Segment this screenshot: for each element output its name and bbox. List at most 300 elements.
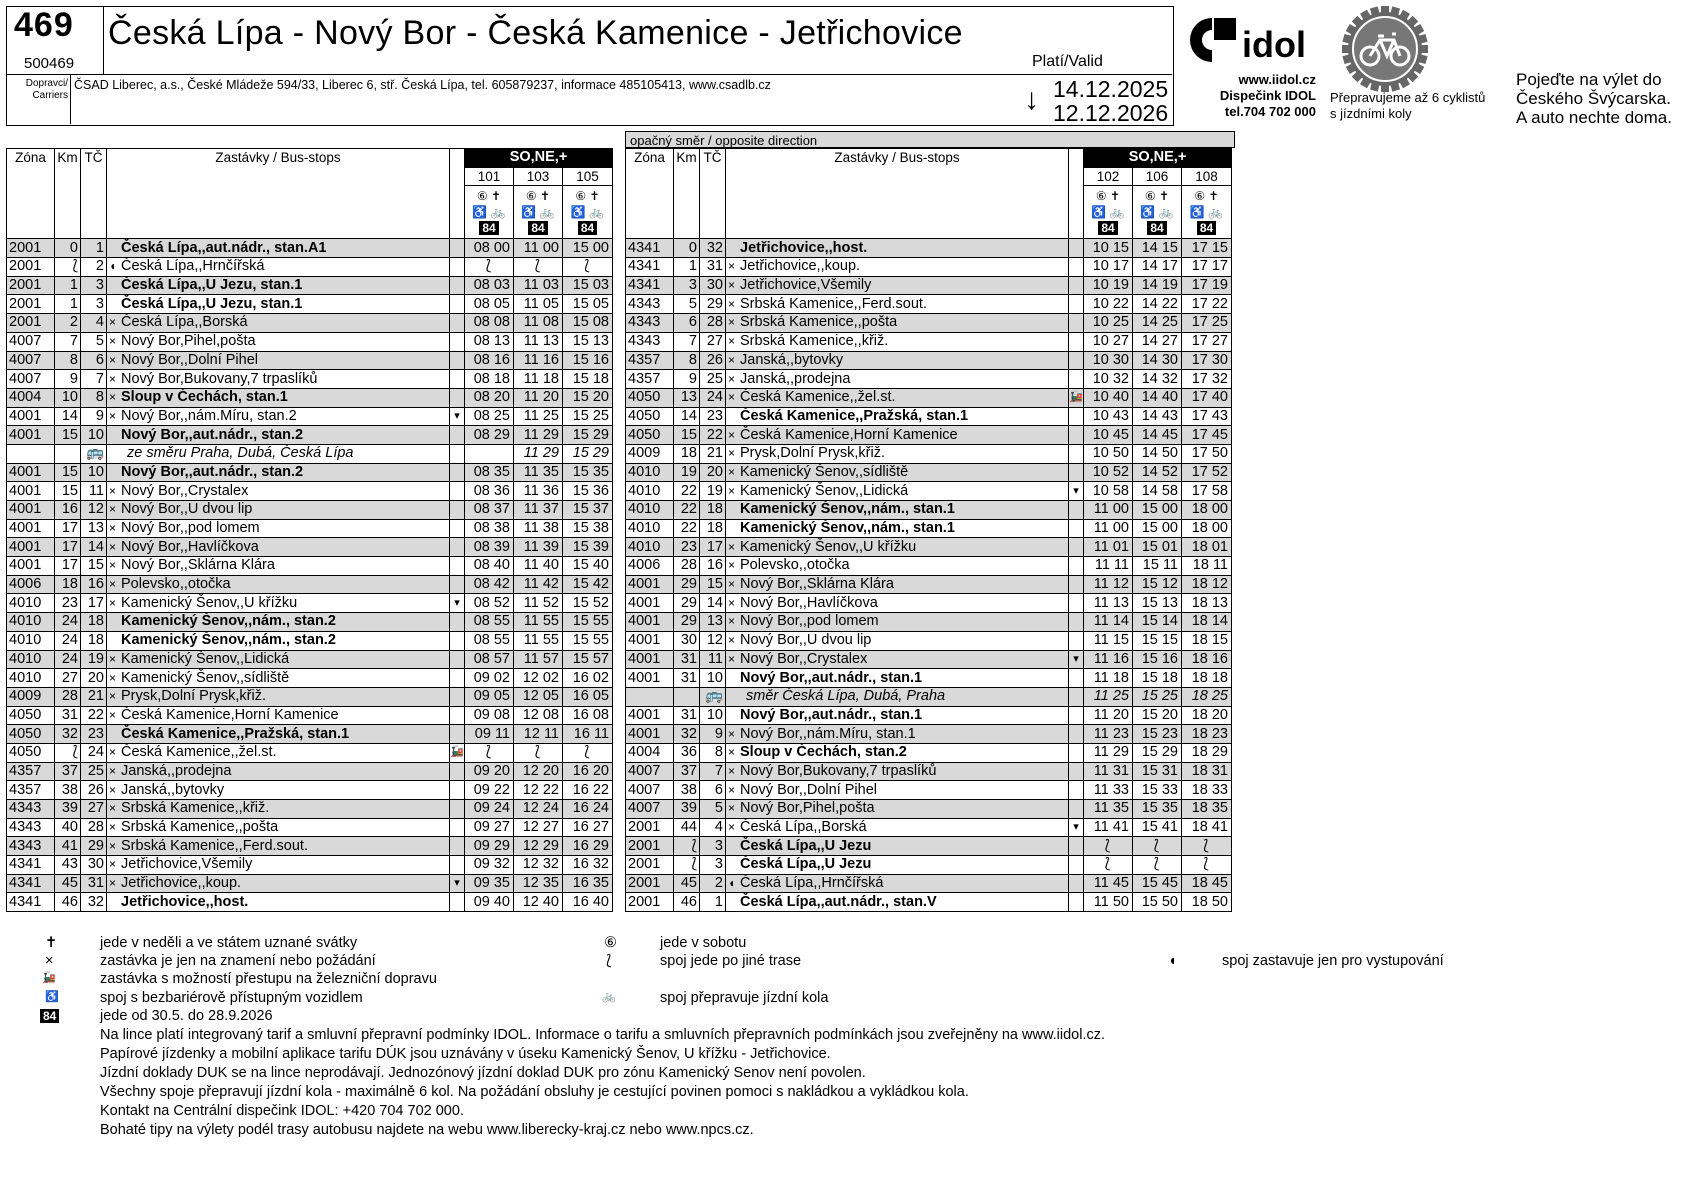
table-row (7, 762, 613, 781)
trip-marks-access-icon: ♿ 🚲 (1140, 205, 1174, 220)
trip-84-badge: 84 (578, 221, 597, 235)
time-cell: 15 00 (1133, 519, 1182, 538)
time-cell: 15 31 (1133, 762, 1182, 781)
zone-cell: 4010 (7, 613, 55, 632)
km-cell: 24 (55, 613, 81, 632)
tc-cell: 15 (700, 575, 726, 594)
stop-name: Janská,,prodejna (740, 370, 851, 387)
tc-cell: 29 (81, 837, 107, 856)
km-cell: 14 (674, 407, 700, 426)
idol-dispatch: Dispečink IDOL (1219, 88, 1316, 103)
table-row (7, 706, 613, 725)
stop-cell (107, 276, 450, 295)
valid-to: 12.12.2026 (1053, 100, 1169, 126)
stop-cell (726, 893, 1069, 912)
table-row (7, 463, 613, 482)
km-cell: 40 (55, 818, 81, 837)
time-cell: 15 00 (563, 239, 613, 258)
stop-name: Sloup v Čechách, stan.2 (740, 744, 907, 761)
time-cell: 15 39 (563, 538, 613, 557)
time-cell: 14 40 (1133, 388, 1182, 407)
stop-name: ze směru Praha, Dubá, Česká Lípa (127, 445, 354, 462)
stop-cell (107, 781, 450, 800)
trip-marks-access-icon: ♿ 🚲 (1091, 205, 1125, 220)
tc-cell: 18 (700, 519, 726, 538)
km-cell: 41 (55, 837, 81, 856)
time-cell: 11 11 (1084, 557, 1133, 576)
trip-marks (514, 186, 563, 239)
stop-extra-icon (1069, 538, 1084, 557)
km-cell: 24 (55, 650, 81, 669)
trip-marks-access-icon: ♿ 🚲 (1189, 205, 1224, 220)
trip-number: 102 (1084, 167, 1133, 186)
time-cell: 08 38 (465, 519, 514, 538)
time-cell: 09 11 (465, 725, 514, 744)
table-row (7, 669, 613, 688)
stop-mark: × (109, 595, 117, 610)
time-cell: 10 22 (1084, 295, 1133, 314)
zone-cell: 4001 (7, 426, 55, 445)
tc-cell: 31 (81, 874, 107, 893)
time-cell: 12 08 (514, 706, 563, 725)
table-row (626, 837, 1232, 856)
table-row (7, 258, 613, 277)
legend-alt-route-text: spoj jede po jiné trase (660, 953, 802, 969)
time-cell: 11 41 (1084, 818, 1133, 837)
time-cell (465, 444, 514, 463)
time-cell: 09 05 (465, 687, 514, 706)
time-cell: 08 36 (465, 482, 514, 501)
zone-cell: 4010 (7, 669, 55, 688)
stop-name: Česká Kamenice,Horní Kamenice (740, 426, 958, 443)
table-row (7, 575, 613, 594)
zone-cell: 4001 (626, 706, 674, 725)
stop-cell (107, 258, 450, 277)
bike-text-2: s jízdními koly (1330, 106, 1412, 121)
km-cell: 30 (674, 631, 700, 650)
zone-cell: 2001 (7, 239, 55, 258)
time-cell: 10 58 (1084, 482, 1133, 501)
stop-cell (107, 725, 450, 744)
table-row (626, 613, 1232, 632)
stop-extra-icon (450, 669, 465, 688)
stop-cell (726, 669, 1069, 688)
stop-cell (107, 837, 450, 856)
time-cell: 14 27 (1133, 332, 1182, 351)
time-cell: 11 29 (514, 444, 563, 463)
tc-cell: 23 (81, 725, 107, 744)
time-cell: 14 58 (1133, 482, 1182, 501)
stop-cell (107, 874, 450, 893)
time-cell: 10 30 (1084, 351, 1133, 370)
stop-name: Janská,,bytovky (121, 781, 225, 798)
zone-cell: 4001 (7, 501, 55, 520)
zone-cell: 2001 (7, 295, 55, 314)
table-row (626, 818, 1232, 837)
stop-cell (107, 856, 450, 875)
km-cell: 8 (674, 351, 700, 370)
stop-mark: × (728, 427, 736, 442)
table-row (626, 463, 1232, 482)
km-cell: 1 (674, 258, 700, 277)
stop-cell (107, 388, 450, 407)
time-cell: 11 16 (1084, 650, 1133, 669)
time-cell: 11 29 (514, 426, 563, 445)
stop-extra-icon (450, 706, 465, 725)
col-header-stops: Zastávky / Bus-stops (107, 149, 450, 239)
time-cell: 17 15 (1182, 239, 1232, 258)
time-cell: 18 45 (1182, 874, 1232, 893)
zone-cell: 4357 (626, 351, 674, 370)
stop-cell (107, 687, 450, 706)
km-cell: ⟅ (55, 258, 81, 277)
stop-name: Nový Bor,Pihel,pošta (740, 800, 875, 817)
stop-name: Jetřichovice,Všemily (740, 277, 872, 294)
bike-text-1: Přepravujeme až 6 cyklistů (1330, 90, 1486, 105)
stop-name: Česká Lípa,,U Jezu (740, 837, 872, 854)
zone-cell: 4001 (626, 725, 674, 744)
km-cell: 22 (674, 519, 700, 538)
time-cell: 15 16 (1133, 650, 1182, 669)
legend-alt-route-icon: ⟅ (606, 953, 612, 969)
km-cell: 31 (674, 650, 700, 669)
time-cell: 11 52 (514, 594, 563, 613)
stop-mark: × (728, 651, 736, 666)
stop-name: Česká Kamenice,,Pražská, stan.1 (121, 725, 350, 742)
stop-extra-icon (1069, 706, 1084, 725)
time-cell: 09 32 (465, 856, 514, 875)
stop-name: Nový Bor,Bukovany,7 trpaslíků (740, 762, 937, 779)
stop-mark: × (109, 334, 117, 349)
legend-train-icon: 🚂 (42, 972, 56, 984)
stop-name: Kamenický Šenov,,nám., stan.1 (740, 520, 955, 537)
trip-number: 106 (1133, 167, 1182, 186)
zone-cell: 4004 (626, 743, 674, 762)
time-cell: 11 38 (514, 519, 563, 538)
stop-cell (107, 426, 450, 445)
stop-name: Kamenický Šenov,,nám., stan.1 (740, 501, 955, 518)
time-cell: 16 08 (563, 706, 613, 725)
zone-cell: 4007 (7, 332, 55, 351)
time-cell: 11 05 (514, 295, 563, 314)
time-cell: 08 08 (465, 314, 514, 333)
zone-cell (7, 444, 55, 463)
stop-cell (726, 276, 1069, 295)
stop-cell (726, 332, 1069, 351)
tc-cell: 11 (81, 482, 107, 501)
stop-name: Nový Bor,,nám.Míru, stan.1 (740, 725, 916, 742)
time-cell: 18 33 (1182, 781, 1232, 800)
tc-cell: 🚌 (81, 444, 107, 463)
zone-cell: 4009 (626, 444, 674, 463)
stop-extra-icon: 🚂 (450, 743, 465, 762)
stop-mark: × (728, 558, 736, 573)
time-cell: ⟅ (563, 258, 613, 277)
stop-extra-icon (450, 314, 465, 333)
note-6: Bohaté tipy na výlety podél trasy autobusu najdete na webu www.liberecky-kraj.cz nebo www.npcs.cz. (100, 1122, 754, 1138)
stop-cell (726, 239, 1069, 258)
stop-extra-icon (450, 295, 465, 314)
stop-name: Česká Lípa,,U Jezu, stan.1 (121, 295, 303, 312)
stop-extra-icon (1069, 725, 1084, 744)
stop-cell (726, 856, 1069, 875)
stop-name: Nový Bor,,nám.Míru, stan.2 (121, 407, 297, 424)
tc-cell: 25 (81, 762, 107, 781)
zone-cell: 4001 (626, 575, 674, 594)
stop-mark: × (728, 483, 736, 498)
time-cell: 15 18 (1133, 669, 1182, 688)
time-cell: 11 15 (1084, 631, 1133, 650)
time-cell: ⟅ (514, 258, 563, 277)
trip-number: 105 (563, 167, 613, 186)
time-cell: 08 18 (465, 370, 514, 389)
legend-x-text: zastávka je jen na znamení nebo požádání (100, 953, 376, 969)
km-cell: 0 (674, 239, 700, 258)
km-cell: 10 (55, 388, 81, 407)
tc-cell: 3 (700, 856, 726, 875)
time-cell: 12 32 (514, 856, 563, 875)
col-header-zone: Zóna (626, 149, 674, 239)
zone-cell: 4010 (626, 538, 674, 557)
time-cell: 10 32 (1084, 370, 1133, 389)
tc-cell: 7 (81, 370, 107, 389)
time-cell: 15 00 (1133, 501, 1182, 520)
time-cell: 10 40 (1084, 388, 1133, 407)
km-cell: 17 (55, 519, 81, 538)
trip-84-icon (1086, 220, 1130, 236)
time-cell: 10 19 (1084, 276, 1133, 295)
time-cell: 11 57 (514, 650, 563, 669)
stop-extra-icon (450, 519, 465, 538)
stop-cell (107, 800, 450, 819)
time-cell: 10 45 (1084, 426, 1133, 445)
stop-name: Nový Bor,,U dvou lip (740, 632, 872, 649)
time-cell: 14 19 (1133, 276, 1182, 295)
stop-name: Česká Lípa,,Borská (740, 819, 867, 836)
tc-cell: 16 (81, 575, 107, 594)
tc-cell: 11 (700, 650, 726, 669)
km-cell: 38 (55, 781, 81, 800)
km-cell: ⟅ (674, 837, 700, 856)
time-cell: 18 18 (1182, 669, 1232, 688)
legend-84-icon (40, 1008, 59, 1024)
time-cell: 15 13 (563, 332, 613, 351)
time-cell: 08 05 (465, 295, 514, 314)
table-row (626, 351, 1232, 370)
time-cell: 15 38 (563, 519, 613, 538)
time-cell: 16 29 (563, 837, 613, 856)
time-cell: 14 43 (1133, 407, 1182, 426)
table-row (626, 743, 1232, 762)
time-cell: 12 24 (514, 800, 563, 819)
time-cell: 15 23 (1133, 725, 1182, 744)
trip-marks-days: ⑥ ✝ (1144, 189, 1170, 204)
tc-cell: 7 (700, 762, 726, 781)
stop-name: Srbská Kamenice,,Ferd.sout. (740, 295, 927, 312)
stop-name: Srbská Kamenice,,pošta (121, 819, 279, 836)
tc-cell: 8 (700, 743, 726, 762)
legend-84-badge: 84 (40, 1009, 59, 1023)
stop-cell (107, 295, 450, 314)
zone-cell: 4050 (626, 407, 674, 426)
time-cell: 16 32 (563, 856, 613, 875)
stop-extra-icon (450, 893, 465, 912)
stop-mark: × (109, 820, 117, 835)
time-cell: 17 19 (1182, 276, 1232, 295)
table-row (7, 837, 613, 856)
tc-cell: 15 (81, 557, 107, 576)
tc-cell: 32 (700, 239, 726, 258)
trip-marks-days: ⑥ ✝ (575, 189, 600, 204)
stop-name: Kamenický Šenov,,nám., stan.2 (121, 632, 336, 649)
stop-extra-icon (450, 818, 465, 837)
stop-mark: × (109, 390, 117, 405)
time-cell: 08 52 (465, 594, 514, 613)
valid-from: 14.12.2025 (1053, 76, 1169, 102)
time-cell: 17 32 (1182, 370, 1232, 389)
stop-cell (107, 407, 450, 426)
time-cell: 15 12 (1133, 575, 1182, 594)
time-cell: 12 02 (514, 669, 563, 688)
time-cell: 15 55 (563, 613, 613, 632)
time-cell: ⟅ (1133, 837, 1182, 856)
stop-extra-icon: 🚂 (1069, 388, 1084, 407)
km-cell (55, 444, 81, 463)
tc-cell: 6 (700, 781, 726, 800)
stop-cell (726, 631, 1069, 650)
carrier-text: ČSAD Liberec, a.s., České Mládeže 594/33, Liberec 6, stř. Česká Lípa, tel. 605879237, informace 485105413, www.csadlb.cz (74, 78, 771, 92)
stop-mark: × (109, 707, 117, 722)
tc-cell: 12 (700, 631, 726, 650)
stop-mark: × (728, 446, 736, 461)
time-cell: 15 16 (563, 351, 613, 370)
time-cell: 11 18 (514, 370, 563, 389)
tc-cell: 1 (81, 239, 107, 258)
stop-mark: × (728, 745, 736, 760)
km-cell: 23 (55, 594, 81, 613)
time-cell: 11 00 (514, 239, 563, 258)
table-row (626, 482, 1232, 501)
stop-name: Nový Bor,,Dolní Pihel (740, 781, 878, 798)
stop-extra-icon (450, 557, 465, 576)
stop-mark: × (109, 539, 117, 554)
km-cell: 13 (674, 388, 700, 407)
stop-cell (726, 800, 1069, 819)
km-cell: 2 (55, 314, 81, 333)
table-row (7, 314, 613, 333)
trip-marks-days: ⑥ ✝ (525, 189, 551, 204)
stop-cell (726, 426, 1069, 445)
time-cell: 18 15 (1182, 631, 1232, 650)
stop-extra-icon (1069, 800, 1084, 819)
note-1: Na lince platí integrovaný tarif a smluvní přepravní podmínky IDOL. Informace o tarifu a smluvních přepravních podmínkách jsou zveřejněny na www.iidol.cz. (100, 1027, 1105, 1043)
time-cell: 15 08 (563, 314, 613, 333)
table-row (626, 687, 1232, 706)
stop-cell (107, 444, 450, 463)
stop-mark: × (728, 577, 736, 592)
zone-cell: 4341 (626, 276, 674, 295)
time-cell: 08 42 (465, 575, 514, 594)
tc-cell: 10 (81, 426, 107, 445)
stop-name: Janská,,prodejna (121, 762, 232, 779)
stop-extra-icon (1069, 687, 1084, 706)
tc-cell: 16 (700, 557, 726, 576)
time-cell: 14 22 (1133, 295, 1182, 314)
time-cell: 15 57 (563, 650, 613, 669)
stop-mark: × (109, 315, 117, 330)
stop-name: Nový Bor,,Crystalex (121, 482, 249, 499)
stop-extra-icon (450, 463, 465, 482)
table-row (7, 687, 613, 706)
stop-cell (107, 762, 450, 781)
stop-cell (107, 669, 450, 688)
time-cell: 17 40 (1182, 388, 1232, 407)
time-cell: 15 20 (1133, 706, 1182, 725)
stop-extra-icon (450, 800, 465, 819)
time-cell: 11 25 (514, 407, 563, 426)
stop-extra-icon (1069, 463, 1084, 482)
time-cell: 15 33 (1133, 781, 1182, 800)
time-cell: 11 31 (1084, 762, 1133, 781)
stop-name: Srbská Kamenice,,pošta (740, 314, 898, 331)
time-cell: 15 35 (563, 463, 613, 482)
tc-cell: 21 (700, 444, 726, 463)
stop-cell (107, 594, 450, 613)
stop-extra-icon (1069, 370, 1084, 389)
time-cell: ⟅ (514, 743, 563, 762)
stop-cell (107, 613, 450, 632)
zone-cell: 4001 (7, 482, 55, 501)
stop-cell (107, 631, 450, 650)
zone-cell: 4357 (626, 370, 674, 389)
legend-cross-sym: ✝ (45, 935, 58, 951)
stop-cell (726, 258, 1069, 277)
table-row (7, 743, 613, 762)
stop-extra-icon (450, 482, 465, 501)
time-cell: 08 13 (465, 332, 514, 351)
km-cell: 39 (674, 800, 700, 819)
km-cell: 27 (55, 669, 81, 688)
tc-cell: 22 (81, 706, 107, 725)
stop-cell (107, 575, 450, 594)
stop-cell (107, 332, 450, 351)
legend-train-text: zastávka s možností přestupu na železniční dopravu (100, 971, 437, 987)
stop-extra-icon (1069, 332, 1084, 351)
table-row (7, 613, 613, 632)
time-cell: 09 22 (465, 781, 514, 800)
table-row (626, 575, 1232, 594)
time-cell: 11 20 (514, 388, 563, 407)
time-cell: 17 27 (1182, 332, 1232, 351)
tc-cell: 28 (81, 818, 107, 837)
trip-marks-days: ⑥ ✝ (476, 189, 502, 204)
stop-extra-icon (1069, 856, 1084, 875)
time-cell: 08 03 (465, 276, 514, 295)
stop-extra-icon (1069, 258, 1084, 277)
legend-wheelchair-text: spoj s bezbariérově přístupným vozidlem (100, 990, 363, 1006)
trip-marks-access-icon: ♿ 🚲 (472, 205, 506, 220)
stop-cell (726, 314, 1069, 333)
zone-cell: 4006 (626, 557, 674, 576)
tc-cell: 9 (81, 407, 107, 426)
stop-cell (726, 407, 1069, 426)
zone-cell: 2001 (626, 818, 674, 837)
stop-extra-icon (1069, 762, 1084, 781)
time-cell: 11 01 (1084, 538, 1133, 557)
stop-mark: × (109, 651, 117, 666)
zone-cell: 2001 (7, 314, 55, 333)
tc-cell: 23 (700, 407, 726, 426)
